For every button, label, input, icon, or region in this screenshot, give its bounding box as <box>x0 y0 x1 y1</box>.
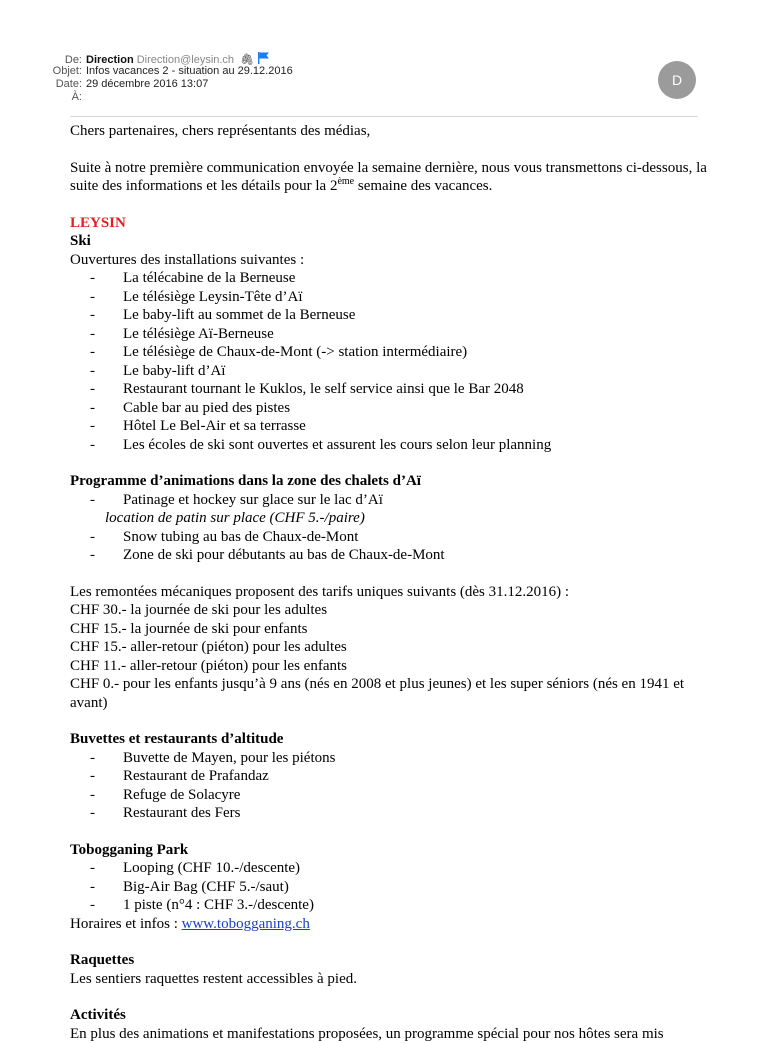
ski-intro: Ouvertures des installations suivantes : <box>70 251 710 270</box>
list-item: - Restaurant tournant le Kuklos, le self service ainsi que le Bar 2048 <box>70 380 710 399</box>
list-item: - Le télésiège Leysin-Tête d’Aï <box>70 288 710 307</box>
to-label: À: <box>40 91 82 104</box>
mail-header <box>0 0 768 120</box>
list-item: - Restaurant des Fers <box>70 804 710 823</box>
list-item: - La télécabine de la Berneuse <box>70 269 710 288</box>
list-item: - Hôtel Le Bel-Air et sa terrasse <box>70 417 710 436</box>
ski-list <box>70 269 710 454</box>
intro-text-b: semaine des vacances. <box>354 178 492 194</box>
intro-paragraph <box>70 159 710 196</box>
activites-heading: Activités <box>70 1006 710 1025</box>
sender-email[interactable]: Direction@leysin.ch <box>137 54 234 66</box>
list-item: - Big-Air Bag (CHF 5.-/saut) <box>70 878 710 897</box>
list-item: - Zone de ski pour débutants au bas de Chaux-de-Mont <box>70 546 710 565</box>
activites-text: En plus des animations et manifestations proposées, un programme spécial pour nos hôtes sera mis <box>70 1025 710 1043</box>
tobogganing-info <box>70 915 710 934</box>
animations-heading: Programme d’animations dans la zone des chalets d’Aï <box>70 472 710 491</box>
tarifs-intro: Les remontées mécaniques proposent des tarifs uniques suivants (dès 31.12.2016) : <box>70 583 710 602</box>
list-item: - 1 piste (n°4 : CHF 3.-/descente) <box>70 896 710 915</box>
subject-row <box>40 65 293 78</box>
list-item: - Cable bar au pied des pistes <box>70 399 710 418</box>
date-row <box>40 78 208 91</box>
section-title: LEYSIN <box>70 214 710 233</box>
list-item: - Le télésiège Aï-Berneuse <box>70 325 710 344</box>
list-item: - Le baby-lift au sommet de la Berneuse <box>70 306 710 325</box>
from-label: De: <box>40 54 82 67</box>
tobogganing-link[interactable]: www.tobogganing.ch <box>182 916 310 932</box>
raquettes-heading: Raquettes <box>70 951 710 970</box>
greeting: Chers partenaires, chers représentants des médias, <box>70 122 710 141</box>
tobogganing-info-label: Horaires et infos : <box>70 916 182 932</box>
header-divider <box>70 116 698 117</box>
tarif-line: CHF 30.- la journée de ski pour les adultes <box>70 601 710 620</box>
raquettes-text: Les sentiers raquettes restent accessibles à pied. <box>70 970 710 989</box>
intro-text-a: Suite à notre première communication envoyée la semaine dernière, nous vous transmettons ci-dessous, la suite des informations et les détails pour la 2 <box>70 160 707 195</box>
ski-heading: Ski <box>70 232 710 251</box>
list-item: - Patinage et hockey sur glace sur le lac d’Aï <box>70 491 710 510</box>
list-item: - Le télésiège de Chaux-de-Mont (-> station intermédiaire) <box>70 343 710 362</box>
tarif-line: CHF 15.- la journée de ski pour enfants <box>70 620 710 639</box>
tarif-line: CHF 11.- aller-retour (piéton) pour les enfants <box>70 657 710 676</box>
flag-icon[interactable] <box>257 52 270 64</box>
subject-text: Infos vacances 2 - situation au 29.12.2016 <box>86 65 293 77</box>
paperclip-icon: 🖇 <box>240 54 254 67</box>
list-item: - Le baby-lift d’Aï <box>70 362 710 381</box>
subject-label: Objet: <box>40 65 82 78</box>
intro-superscript: ème <box>337 176 354 187</box>
list-item: - Buvette de Mayen, pour les piétons <box>70 749 710 768</box>
tarif-line: CHF 0.- pour les enfants jusqu’à 9 ans (nés en 2008 et plus jeunes) et les super séniors (nés en 1941 et avant) <box>70 675 710 712</box>
sender-name[interactable]: Direction <box>86 54 134 66</box>
tobogganing-heading: Tobogganing Park <box>70 841 710 860</box>
list-item: - Refuge de Solacyre <box>70 786 710 805</box>
skate-rental-note: location de patin sur place (CHF 5.-/paire) <box>70 509 710 528</box>
list-item: - Restaurant de Prafandaz <box>70 767 710 786</box>
list-item: - Les écoles de ski sont ouvertes et assurent les cours selon leur planning <box>70 436 710 455</box>
list-item: - Looping (CHF 10.-/descente) <box>70 859 710 878</box>
buvettes-heading: Buvettes et restaurants d’altitude <box>70 730 710 749</box>
to-row <box>40 91 86 104</box>
date-text: 29 décembre 2016 13:07 <box>86 78 208 90</box>
date-label: Date: <box>40 78 82 91</box>
avatar[interactable]: D <box>658 61 696 99</box>
list-item: - Snow tubing au bas de Chaux-de-Mont <box>70 528 710 547</box>
tarif-line: CHF 15.- aller-retour (piéton) pour les adultes <box>70 638 710 657</box>
mail-body <box>70 122 710 1043</box>
